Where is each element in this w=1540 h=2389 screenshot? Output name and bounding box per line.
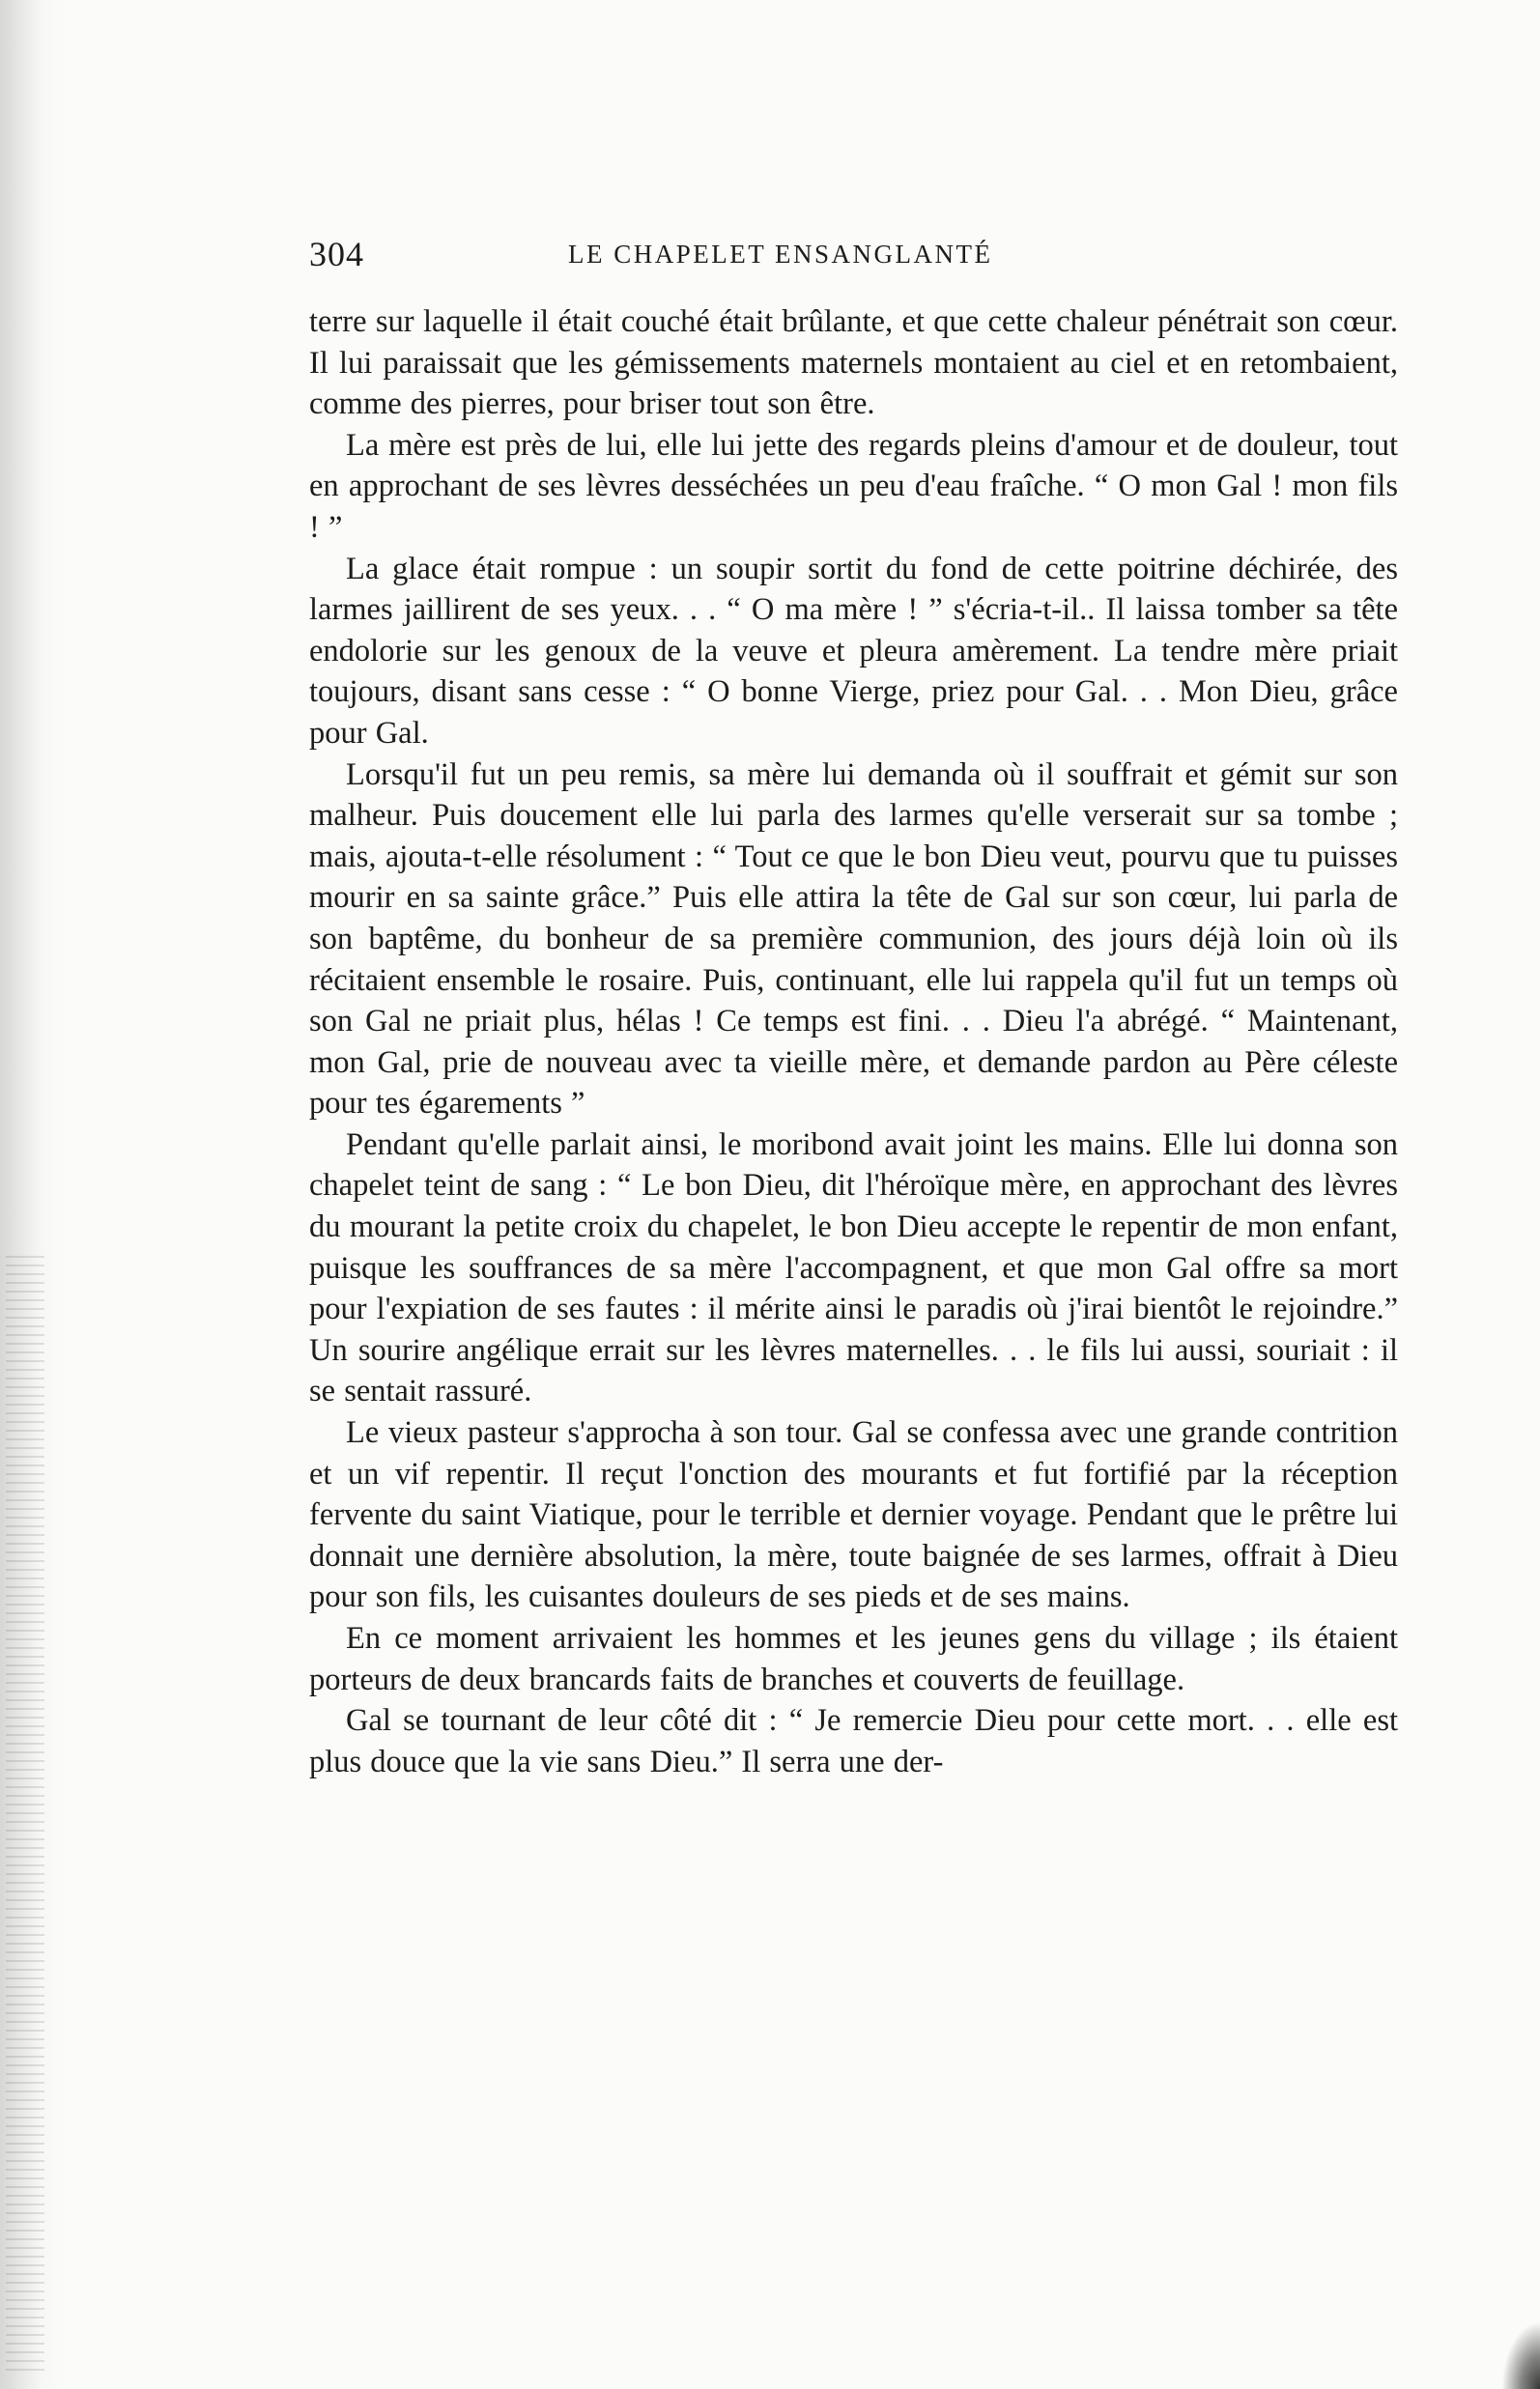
- paragraph: En ce moment arrivaient les hommes et les jeunes gens du village ; ils étaient porteurs de deux brancards faits de branches et couverts de feuillage.: [309, 1621, 1398, 1697]
- paragraph: La glace était rompue : un soupir sortit du fond de cette poitrine déchirée, des larmes jaillirent de ses yeux. . . “ O ma mère ! ” s'écria-t-il.. Il laissa tomber sa tête endolorie sur les genoux de la veuve et pleura amèrement. La tendre mère priait toujours, disant sans cesse : “ O bonne Vierge, priez pour Gal. . . Mon Dieu, grâce pour Gal.: [309, 551, 1398, 751]
- running-title: LE CHAPELET ENSANGLANTÉ: [568, 240, 993, 269]
- scan-gutter-specks: [6, 1256, 44, 2376]
- body-text: [309, 301, 1398, 1782]
- paragraph: La mère est près de lui, elle lui jette des regards pleins d'amour et de douleur, tout en approchant de ses lèvres desséchées un peu d'eau fraîche. “ O mon Gal ! mon fils ! ”: [309, 427, 1398, 545]
- paragraph: Le vieux pasteur s'approcha à son tour. Gal se confessa avec une grande contrition et un vif repentir. Il reçut l'onction des mourants et fut fortifié par la réception fervente du saint Viatique, pour le terrible et dernier voyage. Pendant que le prêtre lui donnait une dernière absolution, la mère, toute baignée de ses larmes, offrait à Dieu pour son fils, les cuisantes douleurs de ses pieds et de ses mains.: [309, 1415, 1398, 1615]
- paragraph: Gal se tournant de leur côté dit : “ Je remercie Dieu pour cette mort. . . elle est plus douce que la vie sans Dieu.” Il serra une der-: [309, 1703, 1398, 1779]
- paragraph: terre sur laquelle il était couché était brûlante, et que cette chaleur pénétrait son cœur. Il lui paraissait que les gémissements maternels montaient au ciel et en retombaient, comme des pierres, pour briser tout son être.: [309, 304, 1398, 422]
- paragraph: Lorsqu'il fut un peu remis, sa mère lui demanda où il souffrait et gémit sur son malheur. Puis doucement elle lui parla des larmes qu'elle verserait sur sa tombe ; mais, ajouta-t-elle résolument : “ Tout ce que le bon Dieu veut, pourvu que tu puisses mourir en sa sainte grâce.” Puis elle attira la tête de Gal sur son cœur, lui parla de son baptême, du bonheur de sa première communion, des jours déjà loin où ils récitaient ensemble le rosaire. Puis, continuant, elle lui rappela qu'il fut un temps où son Gal ne priait plus, hélas ! Ce temps est fini. . . Dieu l'a abrégé. “ Maintenant, mon Gal, prie de nouveau avec ta vieille mère, et demande pardon au Père céleste pour tes égarements ”: [309, 756, 1398, 1122]
- page-number: 304: [309, 235, 364, 273]
- running-head: [309, 230, 1398, 288]
- paragraph: Pendant qu'elle parlait ainsi, le moribond avait joint les mains. Elle lui donna son chapelet teint de sang : “ Le bon Dieu, dit l'héroïque mère, en approchant des lèvres du mourant la petite croix du chapelet, le bon Dieu accepte le repentir de mon enfant, puisque les souffrances de sa mère l'accompagnent, et que mon Gal offre sa mort pour l'expiation de ses fautes : il mérite ainsi le paradis où j'irai bientôt le rejoindre.” Un sourire angélique errait sur les lèvres maternelles. . . le fils lui aussi, souriait : il se sentait rassuré.: [309, 1126, 1398, 1409]
- scan-corner-mark: [1501, 2321, 1540, 2389]
- book-page: [309, 230, 1398, 1782]
